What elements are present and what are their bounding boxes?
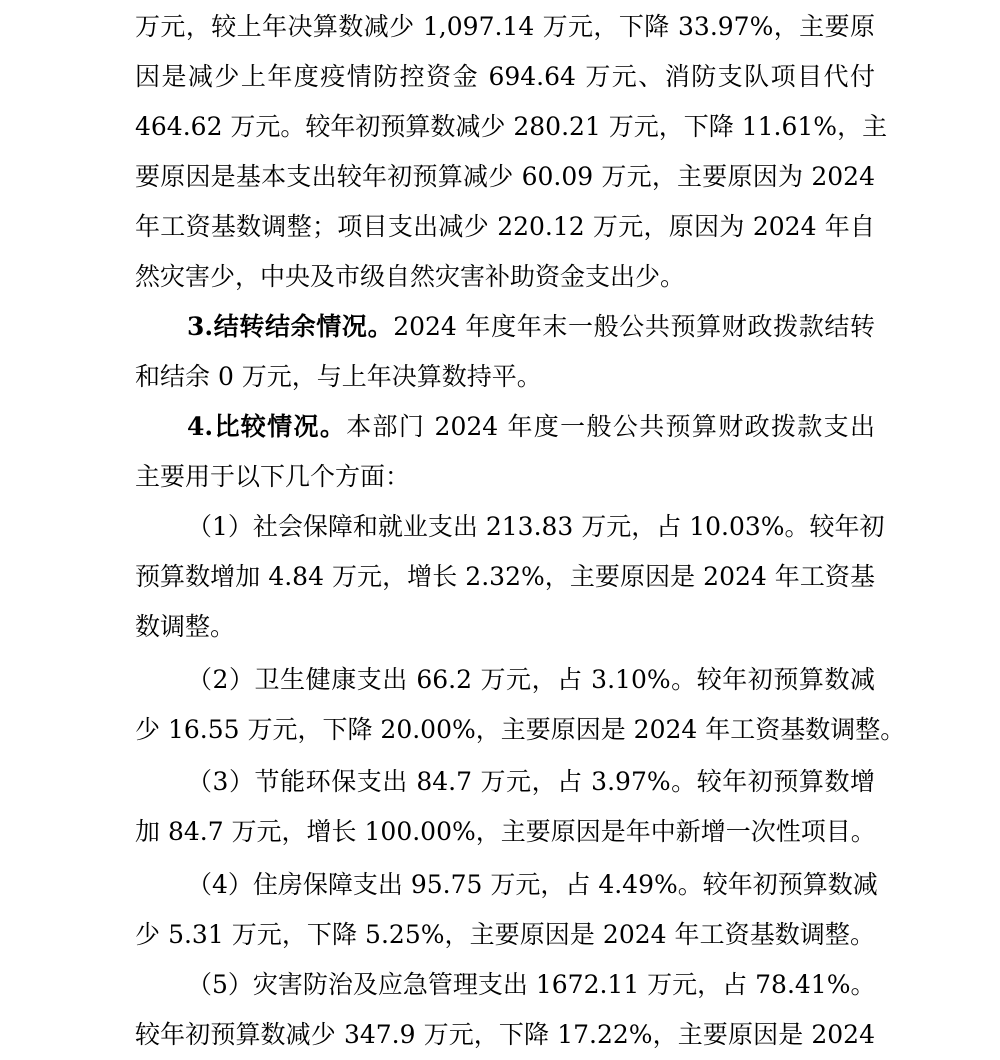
section-4-text: 本部门 2024 年度一般公共预算财政拨款支出 — [346, 412, 875, 441]
section-3-heading: 3.结转结余情况。 — [187, 312, 394, 341]
text-line: （5）灾害防治及应急管理支出 1672.11 万元，占 78.41%。 — [187, 970, 876, 999]
text-line: 年工资基数调整；项目支出减少 220.12 万元，原因为 2024 年自 — [135, 212, 875, 241]
text-line: 万元，较上年决算数减少 1,097.14 万元，下降 33.97%，主要原 — [135, 12, 875, 41]
text-line: （4）住房保障支出 95.75 万元，占 4.49%。较年初预算数减 — [187, 870, 878, 899]
text-line: 少 5.31 万元，下降 5.25%，主要原因是 2024 年工资基数调整。 — [135, 920, 875, 949]
section-4-line — [187, 402, 875, 452]
text-line: （2）卫生健康支出 66.2 万元，占 3.10%。较年初预算数减 — [187, 665, 875, 694]
text-line: 464.62 万元。较年初预算数减少 280.21 万元，下降 11.61%，主 — [135, 112, 888, 141]
text-line: 主要用于以下几个方面： — [135, 462, 411, 491]
section-4-heading: 4.比较情况。 — [187, 412, 347, 441]
text-line: 和结余 0 万元，与上年决算数持平。 — [135, 362, 542, 391]
text-line: 数调整。 — [135, 612, 236, 641]
text-line: （3）节能环保支出 84.7 万元，占 3.97%。较年初预算数增 — [187, 767, 875, 796]
text-line: 少 16.55 万元，下降 20.00%，主要原因是 2024 年工资基数调整。 — [135, 715, 906, 744]
text-line: 预算数增加 4.84 万元，增长 2.32%，主要原因是 2024 年工资基 — [135, 562, 875, 591]
text-line: 较年初预算数减少 347.9 万元，下降 17.22%，主要原因是 2024 — [135, 1020, 875, 1049]
text-line: 要原因是基本支出较年初预算减少 60.09 万元，主要原因为 2024 — [135, 162, 875, 191]
section-3-text: 2024 年度年末一般公共预算财政拨款结转 — [393, 312, 875, 341]
text-line: （1）社会保障和就业支出 213.83 万元，占 10.03%。较年初 — [187, 512, 885, 541]
text-line: 因是减少上年度疫情防控资金 694.64 万元、消防支队项目代付 — [135, 62, 875, 91]
text-line: 加 84.7 万元，增长 100.00%，主要原因是年中新增一次性项目。 — [135, 817, 876, 846]
text-line: 然灾害少，中央及市级自然灾害补助资金支出少。 — [135, 262, 686, 291]
section-3-line — [187, 302, 875, 352]
